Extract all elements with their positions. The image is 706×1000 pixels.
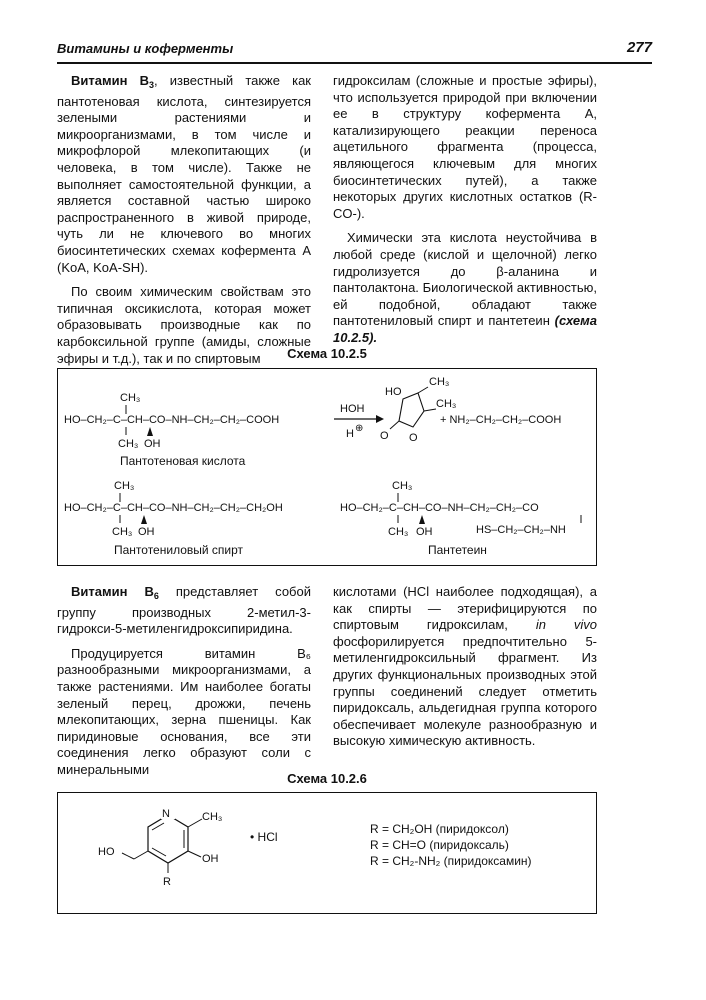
acid-ch3-top: CH₃ <box>120 392 141 404</box>
pantetheine-thiol: HS–CH₂–CH₂–NH <box>476 524 566 536</box>
b3-paragraph-4: Химически эта кислота неустойчива в любой среде (кислой и щелочной) легко гидролизуется до β-аланина и пантолактона. Биологической активностью, ей подобной, обладают также пантотениловый спирт и пантетеин (схема 10.2.5). <box>333 230 597 345</box>
alcohol-oh: OH <box>138 526 155 538</box>
reagent-hoh: HOH <box>340 403 365 415</box>
b6-heading: Витамин $B_6$ <box>71 584 159 601</box>
scheme-10-2-6-box <box>57 792 597 914</box>
atom-ch3: CH₃ <box>202 811 223 823</box>
scheme-10-2-5-caption: Схема 10.2.5 <box>287 346 367 361</box>
label-pantothenic-acid: Пантотеновая кислота <box>120 454 246 468</box>
pantetheine-ch3-bottom: CH₃ <box>388 526 409 538</box>
page-number: 277 <box>626 39 652 56</box>
reaction-arrow <box>376 415 384 423</box>
r-pyridoxol: R = CH₂OH (пиридоксол) <box>370 822 509 836</box>
acid-ch3-bottom: CH₃ <box>118 438 139 450</box>
reagent-charge: ⊕ <box>355 423 364 434</box>
reagent-h: H <box>346 428 354 440</box>
beta-alanine: + NH₂–CH₂–CH₂–COOH <box>440 414 562 426</box>
pyridine-ring <box>148 815 188 863</box>
atom-n: N <box>162 808 170 820</box>
lactone-ch3-b: CH₃ <box>436 398 457 410</box>
r-pyridoxamine: R = CH₂-NH₂ (пиридоксамин) <box>370 854 532 868</box>
b3-paragraph-3: гидроксилам (сложные и простые эфиры), что используется природой при включении ее в структуру кофермента A, катализирующего реакции переноса ацетильного фрагмента (процесса, являющегося ключевым для многих биосинтетических путей), а также некоторых других кислотных остатков (R-CO-). <box>333 73 597 221</box>
running-head <box>57 38 652 64</box>
lactone-carbonyl-o: O <box>380 430 389 442</box>
label-panthenol: Пантотениловый спирт <box>114 543 244 557</box>
b3-paragraph-2: По своим химическим свойствам это типичная оксикислота, которая может образовывать производные как по карбоксильной группе (амиды, сложные эфиры и т.д.), так и по спиртовым <box>57 284 311 366</box>
right-column-b6 <box>333 584 597 758</box>
atom-oh: OH <box>202 853 219 865</box>
lactone-ch3-a: CH₃ <box>429 376 450 388</box>
alcohol-ch3-top: CH₃ <box>114 480 135 492</box>
left-column-b3 <box>57 73 311 375</box>
hcl-salt: • HCl <box>250 830 278 844</box>
acid-oh: OH <box>144 438 161 450</box>
scheme-10-2-6-caption: Схема 10.2.6 <box>287 771 367 786</box>
scheme-10-2-5-box <box>57 368 597 566</box>
running-title: Витамины и коферменты <box>57 41 234 56</box>
b6-paragraph-3: кислотами (HCl наиболее подходящая), а как спирты — этерифицируются по спиртовым гидроксилам, in vivo фосфорилируется предпочтительно 5-метиленгидроксильный фрагмент. Из других функциональных производных этой группы соединений следует отметить пиридоксаль, альдегидная группа которого обеспечивает молекуле разнообразную и высокую химическую активность. <box>333 584 597 749</box>
right-column-b3 <box>333 73 597 355</box>
b3-heading: Витамин $B_3$ <box>71 73 154 90</box>
left-column-b6 <box>57 584 311 787</box>
pantetheine-ch3-top: CH₃ <box>392 480 413 492</box>
b6-paragraph-2: Продуцируется витамин B₆ разнообразными микроорганизмами, а также растениями. Им наиболее богаты зеленый перец, дрожжи, печень млекопитающих, зерна пшеницы. Как пиридиновые основания, все эти соединения легко образуют соли с минеральными <box>57 645 311 777</box>
acid-chain: HO–CH₂–C–CH–CO–NH–CH₂–CH₂–COOH <box>64 414 280 426</box>
pantetheine-oh: OH <box>416 526 433 538</box>
atom-r: R <box>163 876 171 888</box>
alcohol-chain: HO–CH₂–C–CH–CO–NH–CH₂–CH₂–CH₂OH <box>64 502 283 514</box>
label-pantetheine: Пантетеин <box>428 543 487 557</box>
scheme-10-2-5-figure <box>58 369 596 565</box>
b3-paragraph-1: Витамин $B_3$, известный также как пантотеновая кислота, синтезируется зелеными растениями и микроорганизмами, в том числе и микрофлорой млекопитающих (и человека, в том числе). Также не выполняет самостоятельной функции, а является составной частью широко распространенного в живой природе, чуть ли не ключевого во многих биосинтетических схемах кофермента A (KoA, KoA-SH). <box>57 73 311 275</box>
scheme-reference: (схема 10.2.5). <box>333 313 597 345</box>
scheme-10-2-6-figure <box>58 793 596 913</box>
b6-paragraph-1: Витамин $B_6$ представляет собой группу производных 2-метил-3-гидрокси-5-метиленгидроксипиридина. <box>57 584 311 637</box>
lactone-ring-o: O <box>409 432 418 444</box>
pantetheine-chain: HO–CH₂–C–CH–CO–NH–CH₂–CH₂–CO <box>340 502 539 514</box>
r-pyridoxal: R = CH=O (пиридоксаль) <box>370 838 509 852</box>
lactone-ho: HO <box>385 386 402 398</box>
alcohol-ch3-bottom: CH₃ <box>112 526 133 538</box>
atom-ho: HO <box>98 846 115 858</box>
